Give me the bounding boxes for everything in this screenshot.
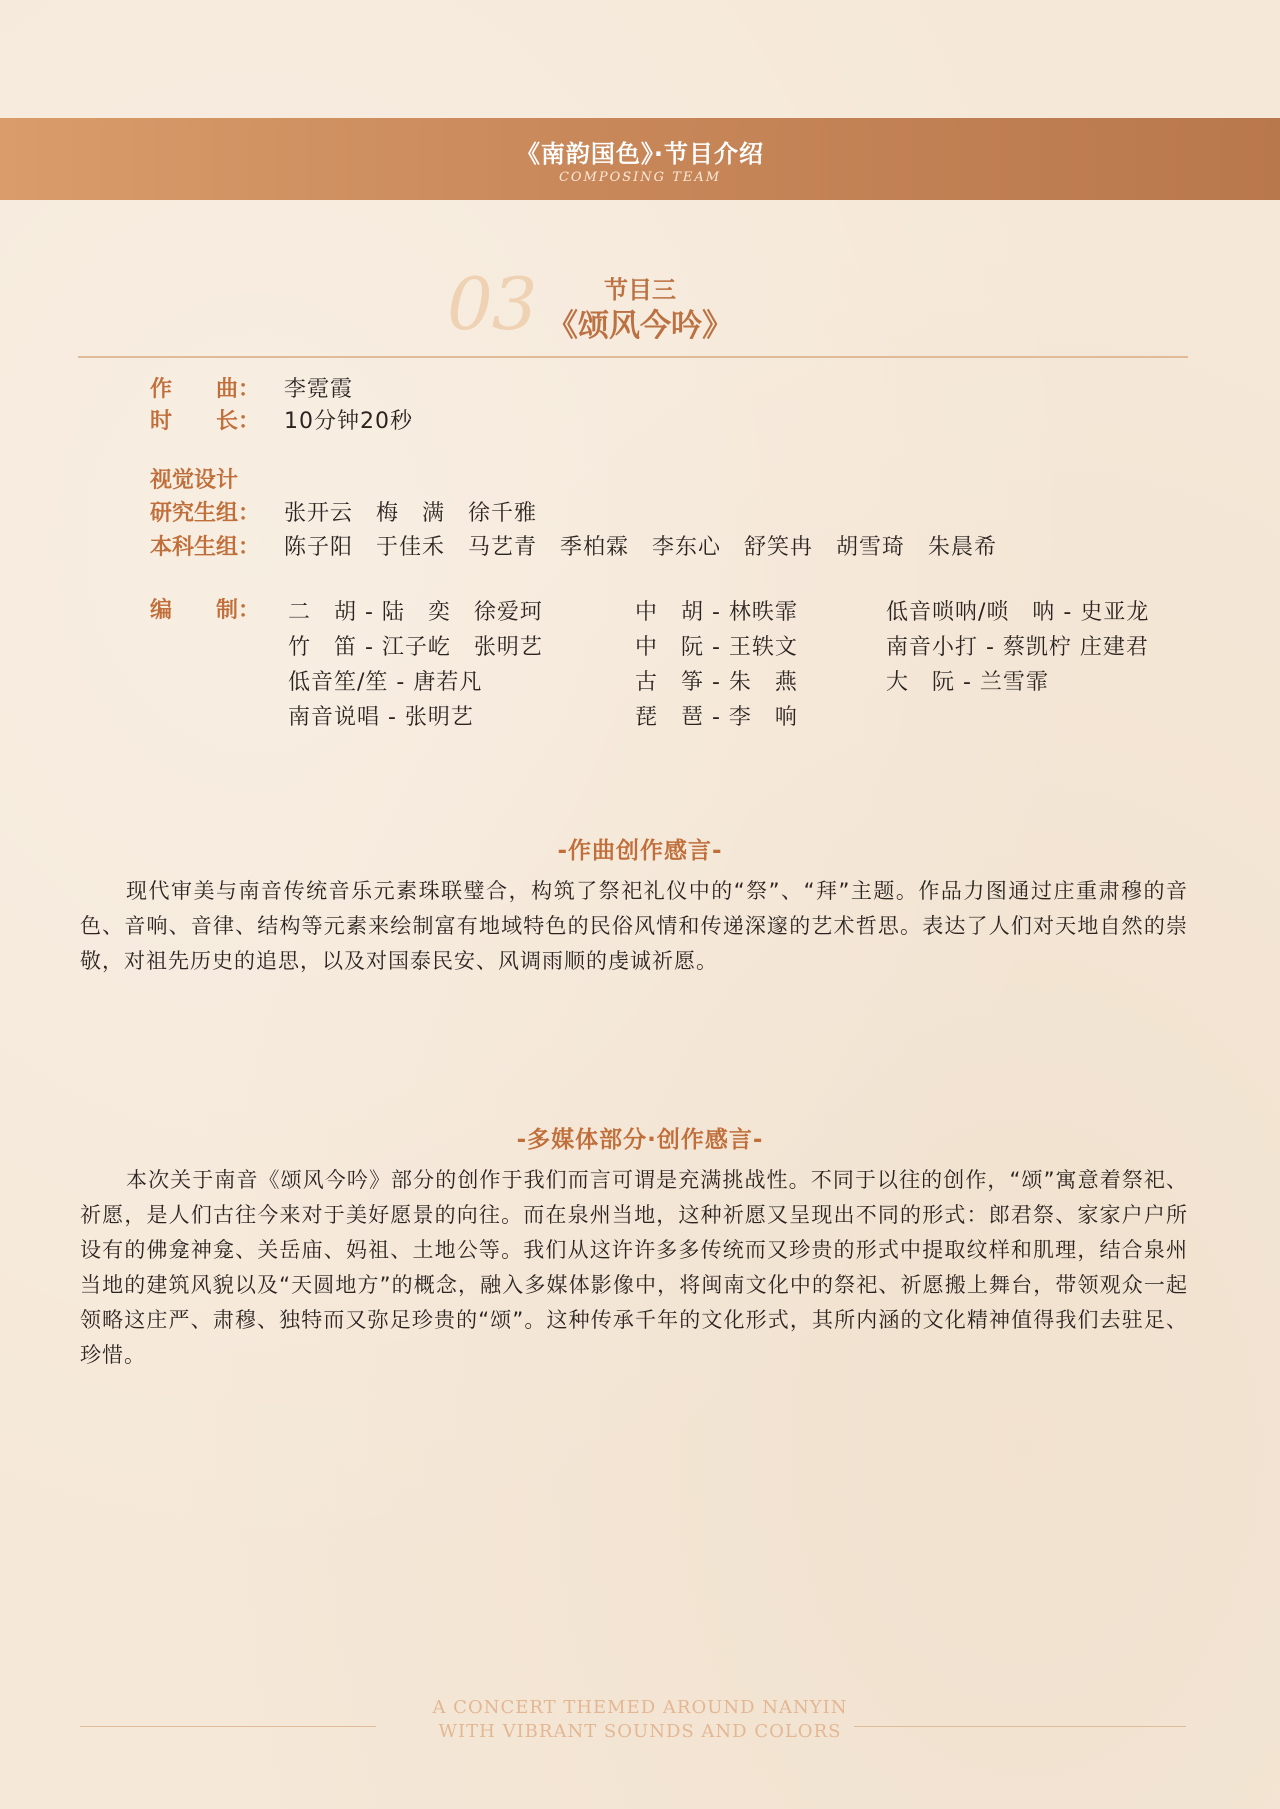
instrument-entry: 南音小打 - 蔡凯柠 庄建君 xyxy=(886,635,1149,660)
composer-value: 李霓霞 xyxy=(284,377,354,402)
composer-label: 作 曲： xyxy=(150,377,261,402)
instrument-entry: 低音笙/笙 - 唐若凡 xyxy=(288,670,483,695)
multimedia-notes-text: 本次关于南音《颂风今吟》部分的创作于我们而言可谓是充满挑战性。不同于以往的创作，“颂”寓意着祭祀、祈愿，是人们古往今来对于美好愿景的向往。而在泉州当地，这种祈愿又呈现出不同的形式：郎君祭、家家户户所设有的佛龛神龛、关岳庙、妈祖、土地公等。我们从这许许多多传统而又珍贵的形式中提取纹样和肌理，结合泉州当地的建筑风貌以及“天圆地方”的概念，融入多媒体影像中，将闽南文化中的祭祀、祈愿搬上舞台，带领观众一起领略这庄严、肃穆、独特而又弥足珍贵的“颂”。这种传承千年的文化形式，其所内涵的文化精神值得我们去驻足、珍惜。 xyxy=(80,1168,1188,1367)
program-label: 节目三 xyxy=(604,276,676,304)
instrument-entry: 二 胡 - 陆 奕 徐爱珂 xyxy=(288,600,543,625)
visual-design-heading: 视觉设计 xyxy=(150,468,239,493)
instrument-entry: 低音唢呐/唢 呐 - 史亚龙 xyxy=(886,600,1150,625)
instrument-entry: 中 胡 - 林昳霏 xyxy=(635,600,798,625)
composer-row xyxy=(150,374,353,406)
undergrad-row xyxy=(150,532,997,564)
grad-members: 张开云 梅 满 徐千雅 xyxy=(284,501,538,526)
instrument-entry: 南音说唱 - 张明艺 xyxy=(288,705,474,730)
program-number: 03 xyxy=(447,262,537,346)
multimedia-notes-heading: -多媒体部分·创作感言- xyxy=(516,1127,764,1153)
program-title: 《颂风今吟》 xyxy=(547,308,733,344)
undergrad-label: 本科生组： xyxy=(150,535,261,560)
instrument-entry: 琵 琶 - 李 响 xyxy=(635,705,798,730)
orchestration-label: 编 制： xyxy=(150,598,261,623)
duration-value: 10分钟20秒 xyxy=(284,409,413,434)
undergrad-members: 陈子阳 于佳禾 马艺青 季柏霖 李东心 舒笑冉 胡雪琦 朱晨希 xyxy=(284,535,998,560)
orchestration-row xyxy=(150,595,284,627)
instrument-entry: 大 阮 - 兰雪霏 xyxy=(886,670,1049,695)
page-title: 《南韵国色》·节目介绍 xyxy=(515,140,765,168)
duration-label: 时 长： xyxy=(150,409,261,434)
grad-row xyxy=(150,498,537,530)
page-subtitle: COMPOSING TEAM xyxy=(558,170,722,185)
grad-label: 研究生组： xyxy=(150,501,261,526)
instrument-entry: 竹 笛 - 江子屹 张明艺 xyxy=(288,635,543,660)
footer-line-2: WITH VIBRANT SOUNDS AND COLORS xyxy=(438,1721,842,1742)
duration-row xyxy=(150,406,413,438)
instrument-entry: 古 筝 - 朱 燕 xyxy=(635,670,798,695)
composition-notes-text: 现代审美与南音传统音乐元素珠联璧合，构筑了祭祀礼仪中的“祭”、“拜”主题。作品力图通过庄重肃穆的音色、音响、音律、结构等元素来绘制富有地域特色的民俗风情和传递深邃的艺术哲思。表达了人们对天地自然的崇敬，对祖先历史的追思，以及对国泰民安、风调雨顺的虔诚祈愿。 xyxy=(80,879,1188,973)
title-divider xyxy=(78,356,1188,358)
composition-notes-heading: -作曲创作感言- xyxy=(557,838,723,864)
instrument-entry: 中 阮 - 王轶文 xyxy=(635,635,798,660)
footer-line-1: A CONCERT THEMED AROUND NANYIN xyxy=(432,1697,848,1718)
